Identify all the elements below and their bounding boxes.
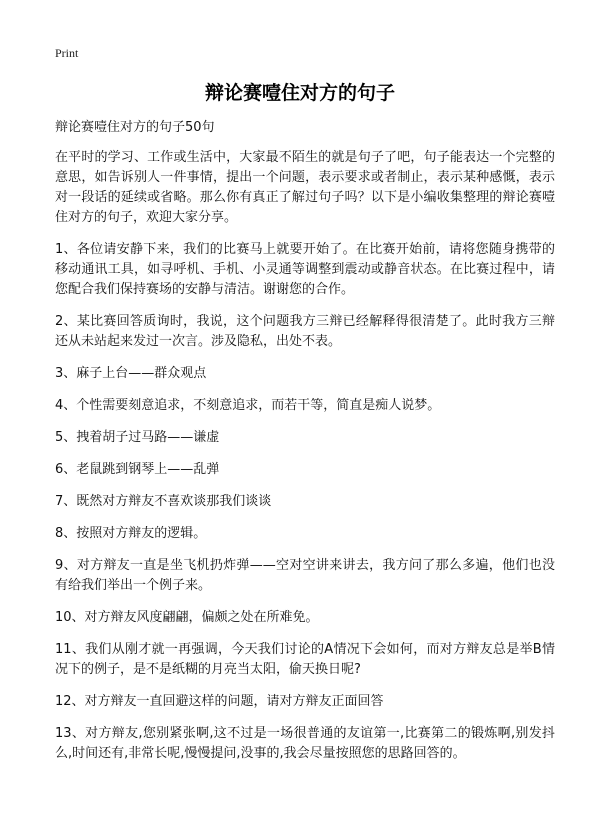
list-item: 12、对方辩友一直回避这样的问题，请对方辩友正面回答	[55, 694, 384, 709]
list-item: 9、对方辩友一直是坐飞机扔炸弹——空对空讲来讲去，我方问了那么多遍，他们也没有给我们举出一个例子来。	[55, 558, 555, 593]
sentence-list	[55, 240, 555, 764]
list-item: 7、既然对方辩友不喜欢谈那我们谈谈	[55, 494, 272, 509]
list-item: 13、对方辩友,您别紧张啊,这不过是一场很普通的友谊第一,比赛第二的锻炼啊,别发抖么,时间还有,非常长呢,慢慢提问,没事的,我会尽量按照您的思路回答的。	[55, 726, 555, 761]
intro-paragraph: 在平时的学习、工作或生活中，大家最不陌生的就是句子了吧，句子能表达一个完整的意思，如告诉别人一件事情，提出一个问题，表示要求或者制止，表示某种感慨，表示对一段话的延续或省略。那么你有真正了解过句子吗？以下是小编收集整理的辩论赛噎住对方的句子，欢迎大家分享。	[55, 150, 555, 225]
list-item: 10、对方辩友风度翩翩，偏颇之处在所难免。	[55, 610, 319, 625]
list-item: 2、某比赛回答质询时，我说，这个问题我方三辩已经解释得很清楚了。此时我方三辩还从未站起来发过一次言。涉及隐私，出处不表。	[55, 314, 555, 349]
list-item: 8、按照对方辩友的逻辑。	[55, 526, 207, 541]
list-item: 6、老鼠跳到钢琴上——乱弹	[55, 462, 220, 477]
print-label: Print	[55, 46, 79, 60]
page-title: 辩论赛噎住对方的句子	[204, 82, 395, 104]
list-item: 5、拽着胡子过马路——谦虚	[55, 430, 220, 445]
list-item: 3、麻子上台——群众观点	[55, 366, 207, 381]
document-body	[55, 118, 555, 776]
list-item: 4、个性需要刻意追求，不刻意追求，而若干等，简直是痴人说梦。	[55, 398, 441, 413]
list-item: 1、各位请安静下来，我们的比赛马上就要开始了。在比赛开始前，请将您随身携带的移动通讯工具，如寻呼机、手机、小灵通等调整到震动或静音状态。在比赛过程中，请您配合我们保持赛场的安静与清洁。谢谢您的合作。	[55, 242, 555, 297]
list-item: 11、我们从刚才就一再强调，今天我们讨论的A情况下会如何，而对方辩友总是举B情况下的例子，是不是纸糊的月亮当太阳，偷天换日呢?	[55, 642, 555, 677]
document-subtitle: 辩论赛噎住对方的句子50句	[55, 120, 215, 135]
